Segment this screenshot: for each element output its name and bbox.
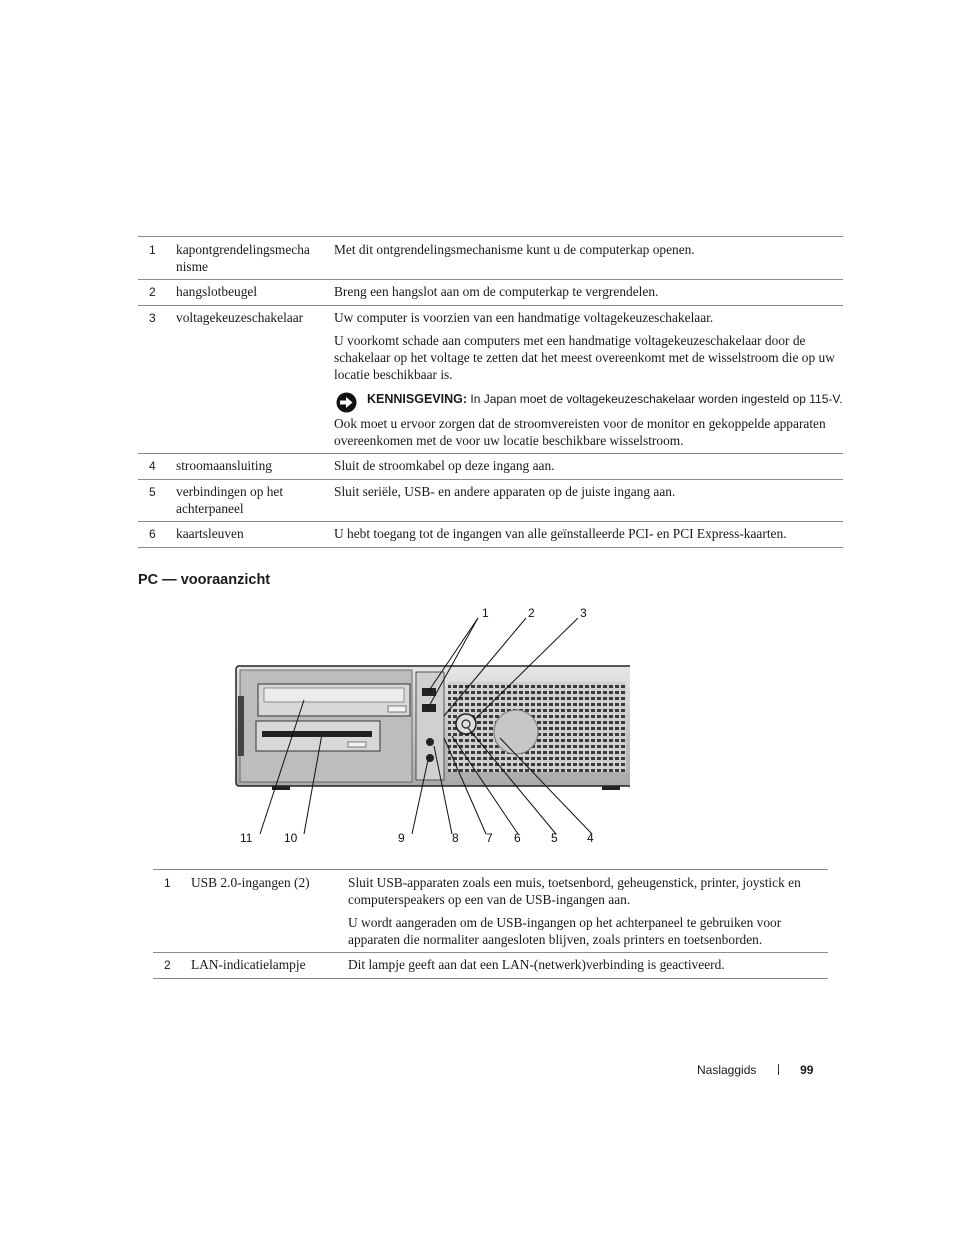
row-number: 6	[149, 527, 156, 541]
callout-label: 11	[240, 831, 253, 845]
callout-label: 6	[514, 831, 521, 845]
row-desc: Sluit seriële, USB- en andere apparaten op de juiste ingang aan.	[334, 484, 676, 499]
row-term: USB 2.0-ingangen (2)	[191, 870, 348, 953]
table-row	[138, 237, 843, 280]
table-row	[138, 522, 843, 548]
table-row	[138, 280, 843, 306]
table-row	[138, 480, 843, 522]
row-desc: U wordt aangeraden om de USB-ingangen op het achterpaneel te gebruiken voor apparaten die normaliter aangesloten blijven, zoals printers en toetsenborden.	[348, 915, 782, 947]
row-number: 3	[149, 311, 156, 325]
row-desc: Ook moet u ervoor zorgen dat de stroomvereisten voor de monitor en gekoppelde apparaten overeenkomen met de voor uw locatie beschikbare wisselstroom.	[334, 416, 826, 448]
notice-block	[334, 391, 843, 408]
row-number: 5	[149, 485, 156, 499]
floppy-slot	[262, 731, 372, 737]
row-number: 4	[149, 459, 156, 473]
optical-tray	[264, 688, 404, 702]
notice-icon	[336, 392, 357, 413]
floppy-eject	[348, 742, 366, 747]
footer-divider	[778, 1064, 779, 1075]
row-desc: U voorkomt schade aan computers met een handmatige voltagekeuzeschakelaar door de schakelaar op het voltage te zetten dat het meest overeenkomt met de wisselstroom die op uw locatie beschikbaar is.	[334, 333, 835, 382]
component-table-front	[153, 869, 828, 979]
row-number: 1	[164, 876, 171, 890]
notice-label: KENNISGEVING:	[367, 392, 468, 406]
microphone-connector	[426, 738, 434, 746]
callout-label: 8	[452, 831, 459, 845]
footer	[697, 1063, 813, 1077]
usb-port	[422, 688, 436, 696]
side-lip	[238, 696, 244, 756]
row-desc: Sluit USB-apparaten zoals een muis, toetsenbord, geheugenstick, printer, joystick en computerspeakers op een van de USB-ingangen aan.	[348, 875, 801, 907]
row-term: kapontgrendelingsmecha nisme	[176, 237, 334, 280]
footer-label: Naslaggids	[697, 1063, 757, 1077]
section-heading: PC — vooraanzicht	[138, 572, 271, 588]
table-row	[138, 454, 843, 480]
callout-label: 5	[551, 831, 558, 845]
row-desc: Dit lampje geeft aan dat een LAN-(netwerk)verbinding is geactiveerd.	[348, 957, 725, 972]
power-button	[456, 714, 476, 734]
row-desc: U hebt toegang tot de ingangen van alle geïnstalleerde PCI- en PCI Express-kaarten.	[334, 526, 787, 541]
table-row	[153, 870, 828, 953]
row-term: LAN-indicatielampje	[191, 953, 348, 979]
headphone-connector	[426, 754, 434, 762]
callout-label: 4	[587, 831, 594, 845]
row-desc: Uw computer is voorzien van een handmatige voltagekeuzeschakelaar.	[334, 310, 714, 325]
eject-button	[388, 706, 406, 712]
row-term: verbindingen op het achterpaneel	[176, 480, 334, 522]
row-number: 1	[149, 243, 156, 257]
pc-front-view-figure	[230, 600, 630, 850]
callout-label: 2	[528, 606, 535, 620]
logo-badge	[494, 710, 538, 754]
row-term: voltagekeuzeschakelaar	[176, 306, 334, 454]
row-desc: Sluit de stroomkabel op deze ingang aan.	[334, 458, 555, 473]
callout-label: 7	[486, 831, 493, 845]
row-number: 2	[149, 285, 156, 299]
row-number: 2	[164, 958, 171, 972]
table-row	[153, 953, 828, 979]
callout-label: 9	[398, 831, 405, 845]
row-desc: Met dit ontgrendelingsmechanisme kunt u de computerkap openen.	[334, 242, 695, 257]
row-desc: Breng een hangslot aan om de computerkap te vergrendelen.	[334, 284, 659, 299]
row-term: hangslotbeugel	[176, 280, 334, 306]
row-term: stroomaansluiting	[176, 454, 334, 480]
row-term: kaartsleuven	[176, 522, 334, 548]
callout-label: 3	[580, 606, 587, 620]
callout-label: 1	[482, 606, 489, 620]
callout-label: 10	[284, 831, 298, 845]
table-row	[138, 306, 843, 454]
page-number: 99	[800, 1063, 814, 1077]
notice-text: In Japan moet de voltagekeuzeschakelaar worden ingesteld op 115-V.	[470, 392, 843, 406]
component-table-back	[138, 236, 843, 548]
